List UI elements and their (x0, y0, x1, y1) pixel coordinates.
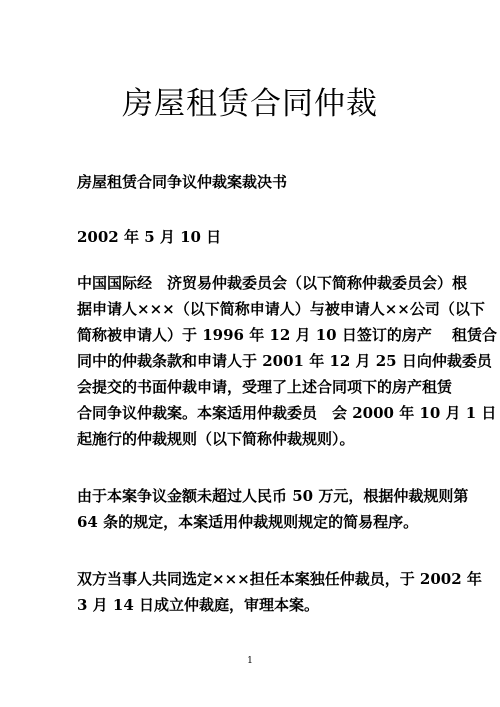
paragraph-line: 合同争议仲裁案。本案适用仲裁委员 会 2000 年 10 月 1 日 (77, 404, 497, 422)
paragraph-line: 64 条的规定，本案适用仲裁规则规定的简易程序。 (77, 513, 419, 531)
paragraph-line: 中国国际经 济贸易仲裁委员会（以下简称仲裁委员会）根 (77, 274, 468, 292)
document-subtitle: 房屋租赁合同争议仲裁案裁决书 (77, 173, 288, 191)
page-number: 1 (247, 656, 253, 666)
paragraph-line: 会提交的书面仲裁申请，受理了上述合同项下的房产租赁 (77, 378, 453, 396)
document-title: 房屋租赁合同仲裁 (122, 86, 378, 122)
paragraph-line: 简称被申请人）于 1996 年 12 月 10 日签订的房产 租赁合 (77, 326, 498, 344)
paragraph-line: 3 月 14 日成立仲裁庭，审理本案。 (77, 596, 319, 614)
paragraph-line: 据申请人×××（以下简称申请人）与被申请人××公司（以下 (77, 300, 485, 318)
paragraph-case-intro (77, 270, 498, 452)
paragraph-procedure (77, 483, 469, 535)
paragraph-tribunal (77, 566, 482, 618)
paragraph-line: 同中的仲裁条款和申请人于 2001 年 12 月 25 日向仲裁委员 (77, 352, 492, 370)
paragraph-line: 双方当事人共同选定×××担任本案独任仲裁员，于 2002 年 (77, 570, 482, 588)
paragraph-line: 起施行的仲裁规则（以下简称仲裁规则）。 (77, 430, 355, 448)
document-date: 2002 年 5 月 10 日 (77, 228, 222, 246)
paragraph-line: 由于本案争议金额未超过人民币 50 万元，根据仲裁规则第 (77, 487, 469, 505)
